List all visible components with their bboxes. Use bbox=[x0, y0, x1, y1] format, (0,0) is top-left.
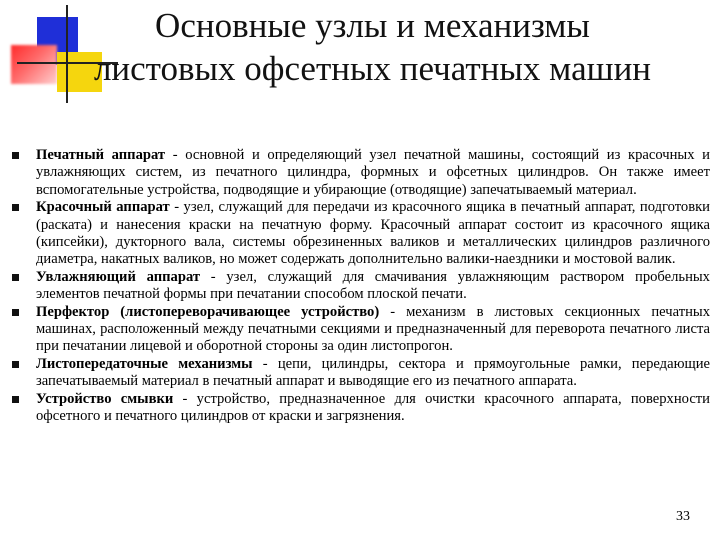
list-item bbox=[0, 269, 720, 304]
item-term: Красочный аппарат bbox=[36, 199, 170, 216]
slide-title: Основные узлы и механизмы листовых офсетных печатных машин bbox=[93, 6, 652, 88]
item-text: - основной и определяющий узел печатной машины, состоящий из красочных и увлажняющих систем, из печатного цилиндра, формных и офсетных цилиндров. Он также имеет вспомогательные устройства, подводящие и убирающие (отводящие) запечатываемый материал. bbox=[36, 147, 710, 198]
list-item bbox=[0, 147, 720, 199]
red-square bbox=[11, 45, 57, 84]
item-term: Перфектор (листопереворачивающее устройство) bbox=[36, 303, 380, 320]
bullet-list bbox=[0, 147, 720, 426]
square-bullet-icon bbox=[12, 396, 19, 403]
list-item bbox=[0, 391, 720, 426]
list-item bbox=[0, 304, 720, 356]
item-text: - цепи, цилиндры, сектора и прямоугольные рамки, передающие запечатываемый материал в печатный аппарат и выводящие его из печатного аппарата. bbox=[36, 355, 710, 390]
item-term: Печатный аппарат bbox=[36, 147, 166, 163]
item-text: - механизм в листовых секционных печатных машинах, расположенный между печатными секциями и предназначенный для переворота печатного листа при печатании лицевой и оборотной стороны за один листопрогон. bbox=[36, 303, 710, 355]
item-text: - узел, служащий для смачивания увлажняющим раствором пробельных элементов печатной формы при печатании способом плоской печати. bbox=[36, 268, 710, 303]
page-number: 33 bbox=[676, 509, 690, 524]
vertical-line bbox=[66, 5, 68, 103]
list-item bbox=[0, 199, 720, 269]
list-item bbox=[0, 356, 720, 391]
item-text: - устройство, предназначенное для очистки красочного аппарата, поверхности офсетного и печатного цилиндров от краски и загрязнения. bbox=[36, 390, 710, 425]
item-term: Листопередаточные механизмы bbox=[36, 355, 253, 372]
square-bullet-icon bbox=[12, 152, 19, 159]
item-term: Устройство смывки bbox=[36, 390, 174, 407]
square-bullet-icon bbox=[12, 361, 19, 368]
item-term: Увлажняющий аппарат bbox=[36, 268, 201, 285]
item-text: - узел, служащий для передачи из красочного ящика в печатный аппарат, подготовки (раската) и нанесения краски на печатную форму. Красочный аппарат состоит из красочного ящика (кипсейки), дукторного вала, системы обрезиненных валиков и металлических цилиндров различного диаметра, накатных валиков, но может содержать дополнительно валики-наездники и мостовой валик. bbox=[36, 199, 710, 268]
square-bullet-icon bbox=[12, 204, 19, 211]
square-bullet-icon bbox=[12, 274, 19, 281]
square-bullet-icon bbox=[12, 309, 19, 316]
